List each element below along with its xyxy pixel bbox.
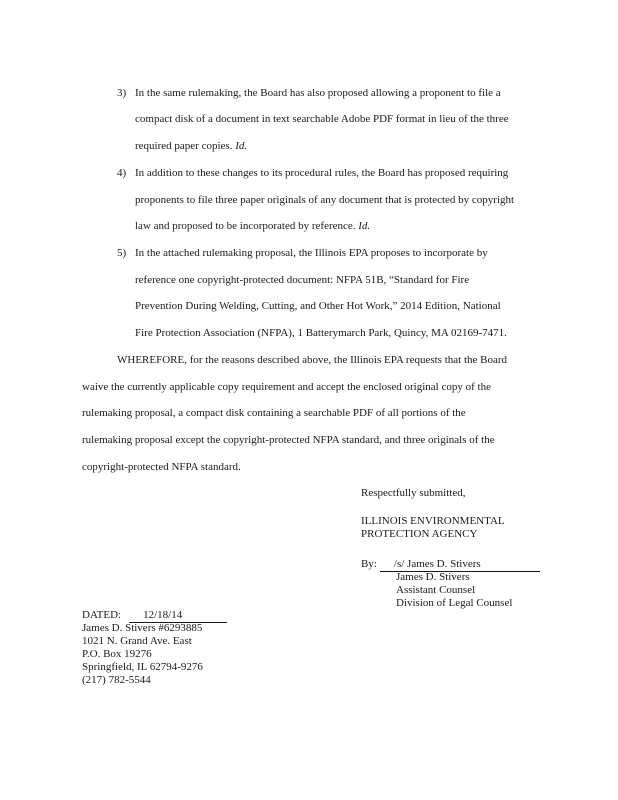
item-text-line: reference one copyright-protected document: NFPA 51B, “Standard for Fire	[135, 274, 470, 286]
signature-line: By: /s/ James D. Stivers	[361, 557, 540, 572]
date: 12/18/14	[129, 608, 227, 623]
agency-name: ILLINOIS ENVIRONMENTAL	[361, 515, 505, 527]
signer-title: Assistant Counsel	[396, 584, 476, 596]
paragraph-line: rulemaking proposal except the copyright-protected NFPA standard, and three originals of the	[82, 434, 495, 446]
item-text-line: In the same rulemaking, the Board has also proposed allowing a proponent to file a	[135, 87, 501, 99]
item-text-line: In the attached rulemaking proposal, the Illinois EPA proposes to incorporate by	[135, 247, 488, 259]
item-text-line: Prevention During Welding, Cutting, and Other Hot Work,” 2014 Edition, National	[135, 300, 501, 312]
item-text-line: compact disk of a document in text searchable Adobe PDF format in lieu of the three	[135, 113, 509, 125]
closing: Respectfully submitted,	[361, 487, 466, 499]
item-text-line: In addition to these changes to its procedural rules, the Board has proposed requiring	[135, 167, 509, 179]
item-number: 4)	[117, 167, 127, 179]
citation: Id.	[235, 140, 248, 152]
signer-name: James D. Stivers	[396, 571, 470, 583]
paragraph-line: WHEREFORE, for the reasons described above, the Illinois EPA requests that the Board	[117, 354, 508, 366]
street-address: 1021 N. Grand Ave. East	[82, 635, 192, 647]
dated-line: DATED: 12/18/14	[82, 608, 227, 623]
signature: /s/ James D. Stivers	[380, 557, 540, 572]
city-state-zip: Springfield, IL 62794-9276	[82, 661, 203, 673]
item-number: 5)	[117, 247, 127, 259]
agency-name: PROTECTION AGENCY	[361, 528, 478, 540]
attorney-name: James D. Stivers #6293885	[82, 622, 203, 634]
item-text-line: proponents to file three paper originals of any document that is protected by copyright	[135, 194, 515, 206]
po-box: P.O. Box 19276	[82, 648, 152, 660]
phone: (217) 782-5544	[82, 674, 151, 686]
signer-division: Division of Legal Counsel	[396, 597, 513, 609]
citation: Id.	[358, 220, 371, 232]
item-number: 3)	[117, 87, 127, 99]
item-text-line: required paper copies. Id.	[135, 140, 248, 152]
paragraph-line: rulemaking proposal, a compact disk containing a searchable PDF of all portions of the	[82, 407, 466, 419]
paragraph-line: copyright-protected NFPA standard.	[82, 461, 241, 473]
paragraph-line: waive the currently applicable copy requirement and accept the enclosed original copy of the	[82, 381, 491, 393]
item-text-line: law and proposed to be incorporated by reference. Id.	[135, 220, 371, 232]
item-text-line: Fire Protection Association (NFPA), 1 Batterymarch Park, Quincy, MA 02169-7471.	[135, 327, 507, 339]
